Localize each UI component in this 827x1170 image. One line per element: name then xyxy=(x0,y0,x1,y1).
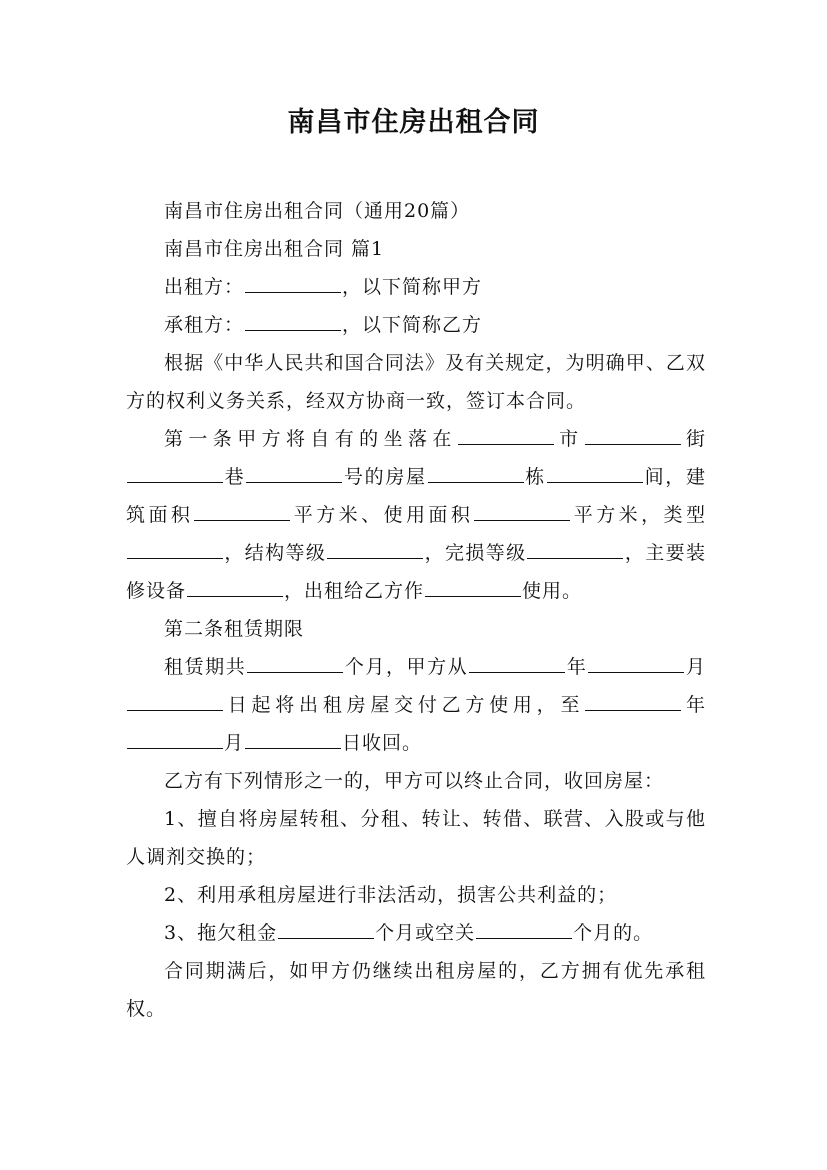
paragraph-text: 月 xyxy=(224,732,245,754)
fill-in-blank[interactable] xyxy=(127,464,223,483)
para-termination-item-2 xyxy=(126,876,706,914)
paragraph-text: 月 xyxy=(685,656,706,678)
paragraph-text: 第一条甲方将自有的坐落在 xyxy=(164,428,457,450)
fill-in-blank[interactable] xyxy=(194,502,290,521)
fill-in-blank[interactable] xyxy=(187,578,283,597)
paragraph-text: 年 xyxy=(682,694,706,716)
paragraph-text: 南昌市住房出租合同（通用20篇） xyxy=(164,200,471,222)
document-title: 南昌市住房出租合同 xyxy=(287,107,540,138)
paragraph-text: ，完损等级 xyxy=(424,542,527,564)
fill-in-blank[interactable] xyxy=(527,540,623,559)
para-article-1 xyxy=(126,420,706,610)
para-termination-item-1 xyxy=(126,800,706,876)
fill-in-blank[interactable] xyxy=(425,578,521,597)
fill-in-blank[interactable] xyxy=(245,730,341,749)
paragraph-text: 使用。 xyxy=(522,580,583,602)
fill-in-blank[interactable] xyxy=(458,426,554,445)
paragraph-text: 号的房屋 xyxy=(343,466,427,488)
fill-in-blank[interactable] xyxy=(327,540,423,559)
fill-in-blank[interactable] xyxy=(428,464,524,483)
paragraph-text: ，出租给乙方作 xyxy=(284,580,425,602)
fill-in-blank[interactable] xyxy=(127,692,223,711)
paragraph-text: 第二条租赁期限 xyxy=(164,618,305,640)
fill-in-blank[interactable] xyxy=(585,692,681,711)
paragraph-text: 租赁期共 xyxy=(164,656,247,678)
fill-in-blank[interactable] xyxy=(588,654,684,673)
fill-in-blank[interactable] xyxy=(585,426,681,445)
paragraph-text: 乙方有下列情形之一的，甲方可以终止合同，收回房屋： xyxy=(164,770,665,792)
paragraph-text: 3、拖欠租金 xyxy=(164,922,278,944)
paragraph-text: 2、利用承租房屋进行非法活动，损害公共利益的； xyxy=(164,884,618,906)
paragraph-text: 出租方： xyxy=(164,276,245,298)
paragraph-text: 日起将出租房屋交付乙方使用，至 xyxy=(224,694,585,716)
paragraph-text: 根据《中华人民共和国合同法》及有关规定，为明确甲、乙双方的权利义务关系，经双方协商一致，签订本合同。 xyxy=(126,352,706,412)
paragraph-text: 巷 xyxy=(224,466,246,488)
fill-in-blank[interactable] xyxy=(474,502,570,521)
paragraph-text: 栋 xyxy=(524,466,546,488)
paragraph-text: ，以下简称甲方 xyxy=(342,276,483,298)
para-termination-intro xyxy=(126,762,706,800)
fill-in-blank[interactable] xyxy=(245,312,341,331)
paragraph-text: 街 xyxy=(681,428,706,450)
paragraph-text: 平方米，类型 xyxy=(571,504,706,526)
paragraph-text: ，主要装修设备 xyxy=(126,542,706,602)
para-basis xyxy=(126,344,706,420)
paragraph-text: ，以下简称乙方 xyxy=(342,314,483,336)
paragraph-text: 南昌市住房出租合同 篇1 xyxy=(164,238,385,260)
paragraph-text: 个月，甲方从 xyxy=(344,656,469,678)
paragraph-text: 市 xyxy=(554,428,584,450)
para-termination-item-3 xyxy=(126,914,706,952)
fill-in-blank[interactable] xyxy=(469,654,565,673)
para-section-heading xyxy=(126,230,706,268)
fill-in-blank[interactable] xyxy=(247,654,343,673)
fill-in-blank[interactable] xyxy=(246,464,342,483)
para-lessee xyxy=(126,306,706,344)
paragraph-text: 间，建筑面积 xyxy=(126,466,706,526)
paragraph-text: 个月或空关 xyxy=(375,922,476,944)
para-article-2-heading xyxy=(126,610,706,648)
paragraph-text: 个月的。 xyxy=(573,922,654,944)
paragraph-text: 合同期满后，如甲方仍继续出租房屋的，乙方拥有优先承租权。 xyxy=(126,960,706,1020)
paragraph-text: 平方米、使用面积 xyxy=(291,504,474,526)
paragraph-text: 1、擅自将房屋转租、分租、转让、转借、联营、入股或与他人调剂交换的； xyxy=(126,808,706,868)
paragraph-text: 年 xyxy=(566,656,588,678)
para-lease-term xyxy=(126,648,706,762)
fill-in-blank[interactable] xyxy=(278,920,374,939)
fill-in-blank[interactable] xyxy=(127,730,223,749)
para-subtitle xyxy=(126,192,706,230)
paragraph-text: ，结构等级 xyxy=(224,542,327,564)
fill-in-blank[interactable] xyxy=(476,920,572,939)
paragraph-text: 承租方： xyxy=(164,314,245,336)
paragraph-text: 日收回。 xyxy=(342,732,423,754)
document-body xyxy=(126,192,706,1028)
para-lessor xyxy=(126,268,706,306)
fill-in-blank[interactable] xyxy=(245,274,341,293)
para-renewal xyxy=(126,952,706,1028)
fill-in-blank[interactable] xyxy=(547,464,643,483)
fill-in-blank[interactable] xyxy=(127,540,223,559)
